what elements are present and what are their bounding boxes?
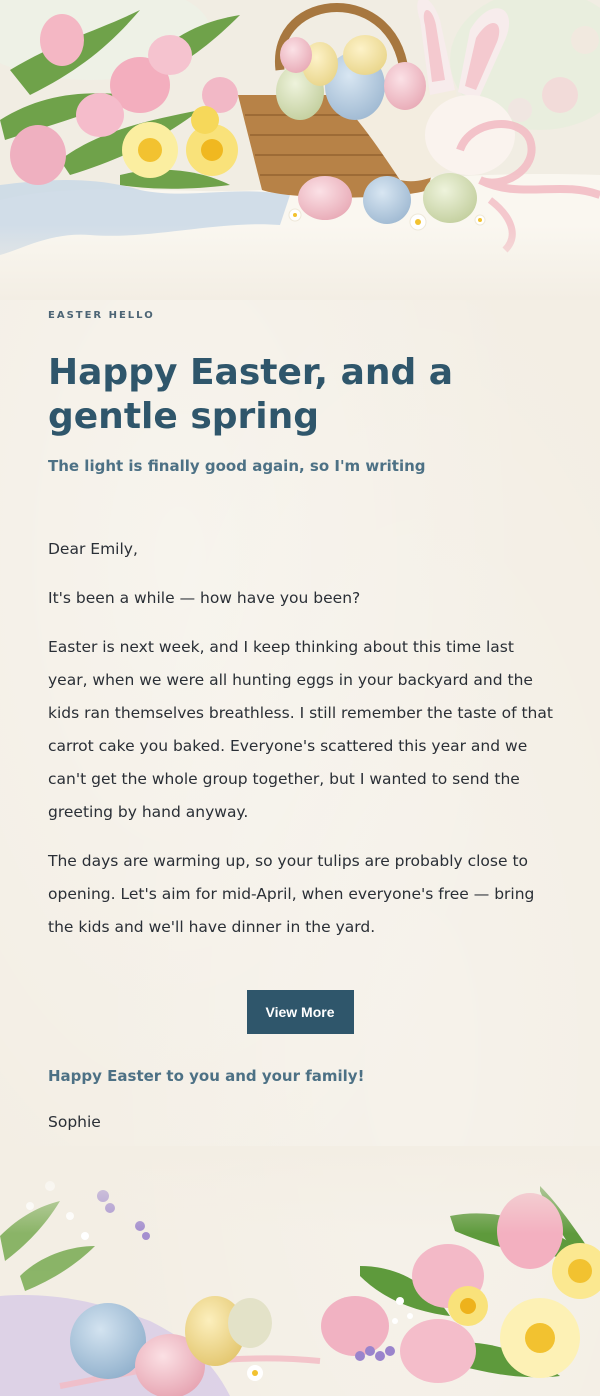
cta-container <box>0 990 600 1034</box>
body-paragraph: Easter is next week, and I keep thinking about this time last year, when we were all hunting eggs in your backyard and the kids ran themselves breathless. I still remember the taste of that carrot cake you baked. Everyone's scattered this year and we can't get the whole group together, but I wanted to send the greeting by hand anyway. <box>48 638 553 821</box>
email-content <box>48 310 558 960</box>
closing-line: Happy Easter to you and your family! <box>48 1067 365 1085</box>
email-title: Happy Easter, and a gentle spring <box>48 352 454 437</box>
email-body <box>48 533 558 944</box>
easter-basket-illustration <box>0 0 600 300</box>
body-paragraph: It's been a while — how have you been? <box>48 589 361 607</box>
body-paragraph: The days are warming up, so your tulips are probably close to opening. Let's aim for mid-April, when everyone's free — bring the kids and we'll have dinner in the yard. <box>48 852 535 936</box>
eyebrow-label: EASTER HELLO <box>48 310 155 321</box>
email-subtitle: The light is finally good again, so I'm writing <box>48 457 426 475</box>
greeting: Dear Emily, <box>48 540 138 558</box>
view-more-button[interactable]: View More <box>247 990 354 1034</box>
easter-flowers-illustration <box>0 1146 600 1396</box>
signature: Sophie <box>48 1113 101 1131</box>
